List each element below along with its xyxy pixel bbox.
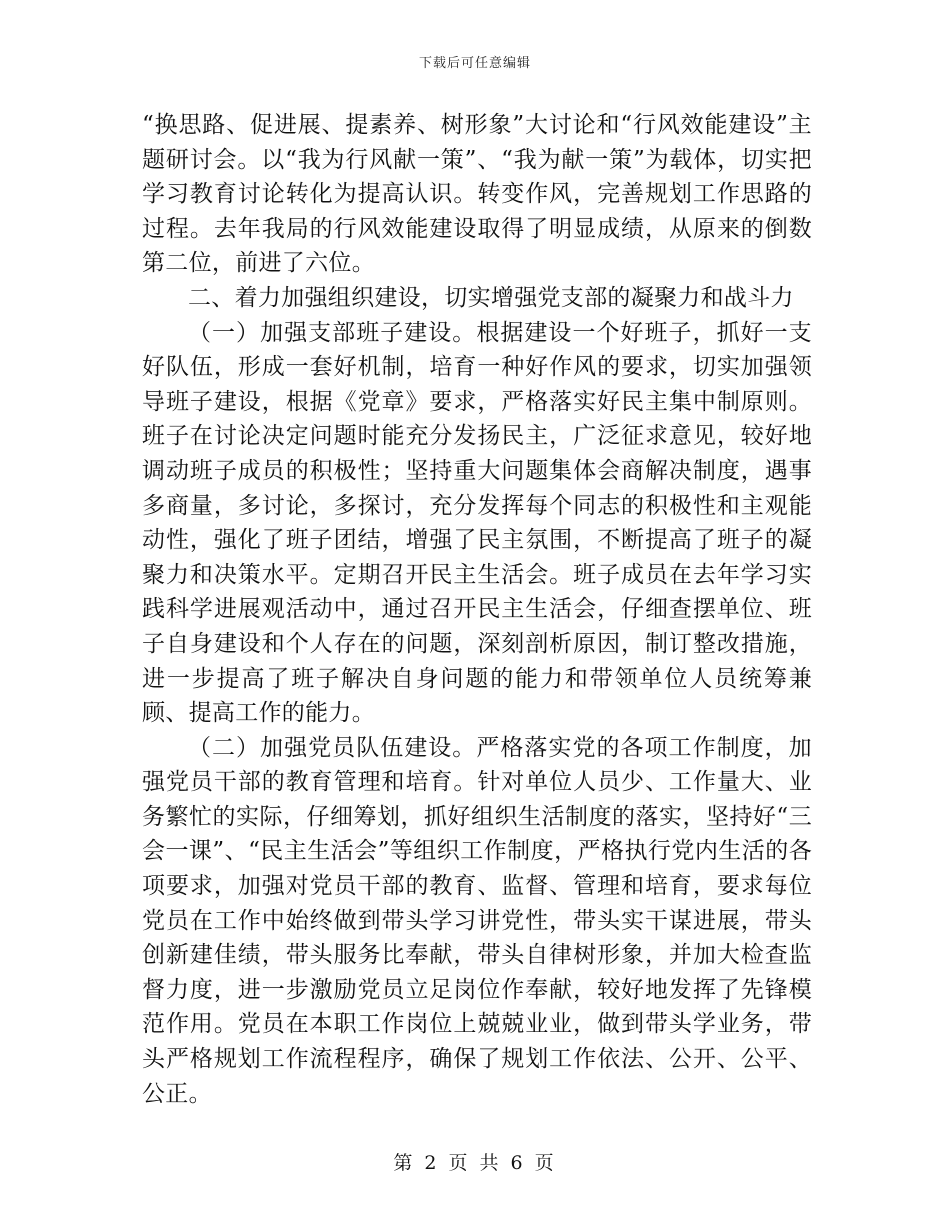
paragraph-branch-team: （一）加强支部班子建设。根据建设一个好班子，抓好一支好队伍，形成一套好机制，培育一种好作风的要求，切实加强领导班子建设，根据《党章》要求，严格落实好民主集中制原则。班子在讨论决定问题时能充分发扬民主，广泛征求意见，较好地调动班子成员的积极性；坚持重大问题集体会商解决制度，遇事多商量，多讨论，多探讨，充分发挥每个同志的积极性和主观能动性，强化了班子团结，增强了民主氛围，不断提高了班子的凝聚力和决策水平。定期召开民主生活会。班子成员在去年学习实践科学进展观活动中，通过召开民主生活会，仔细查摆单位、班子自身建设和个人存在的问题，深刻剖析原因，制订整改措施，进一步提高了班子解决自身问题的能力和带领单位人员统筹兼顾、提高工作的能力。 [142, 319, 812, 727]
paragraph-party-members: （二）加强党员队伍建设。严格落实党的各项工作制度，加强党员干部的教育管理和培育。针对单位人员少、工作量大、业务繁忙的实际，仔细筹划，抓好组织生活制度的落实，坚持好“三会一课”、“民主生活会”等组织工作制度，严格执行党内生活的各项要求，加强对党员干部的教育、监督、管理和培育，要求每位党员在工作中始终做到带头学习讲党性，带头实干谋进展，带头创新建佳绩，带头服务比奉献，带头自律树形象，并加大检查监督力度，进一步激励党员立足岗位作奉献，较好地发挥了先锋模范作用。党员在本职工作岗位上兢兢业业，做到带头学业务，带头严格规划工作流程程序，确保了规划工作依法、公开、公平、公正。 [142, 734, 812, 1107]
page-footer: 第 2 页 共 6 页 [393, 1152, 557, 1174]
section-heading: 二、着力加强组织建设，切实增强党支部的凝聚力和战斗力 [188, 284, 794, 311]
paragraph-continuation: “换思路、促进展、提素养、树形象”大讨论和“行风效能建设”主题研讨会。以“我为行风献一策”、“我为献一策”为载体，切实把学习教育讨论转化为提高认识。转变作风，完善规划工作思路的过程。去年我局的行风效能建设取得了明显成绩，从原来的倒数第二位，前进了六位。 [142, 112, 812, 277]
document-body [142, 108, 812, 1111]
page-header: 下载后可任意编辑 [418, 56, 531, 71]
